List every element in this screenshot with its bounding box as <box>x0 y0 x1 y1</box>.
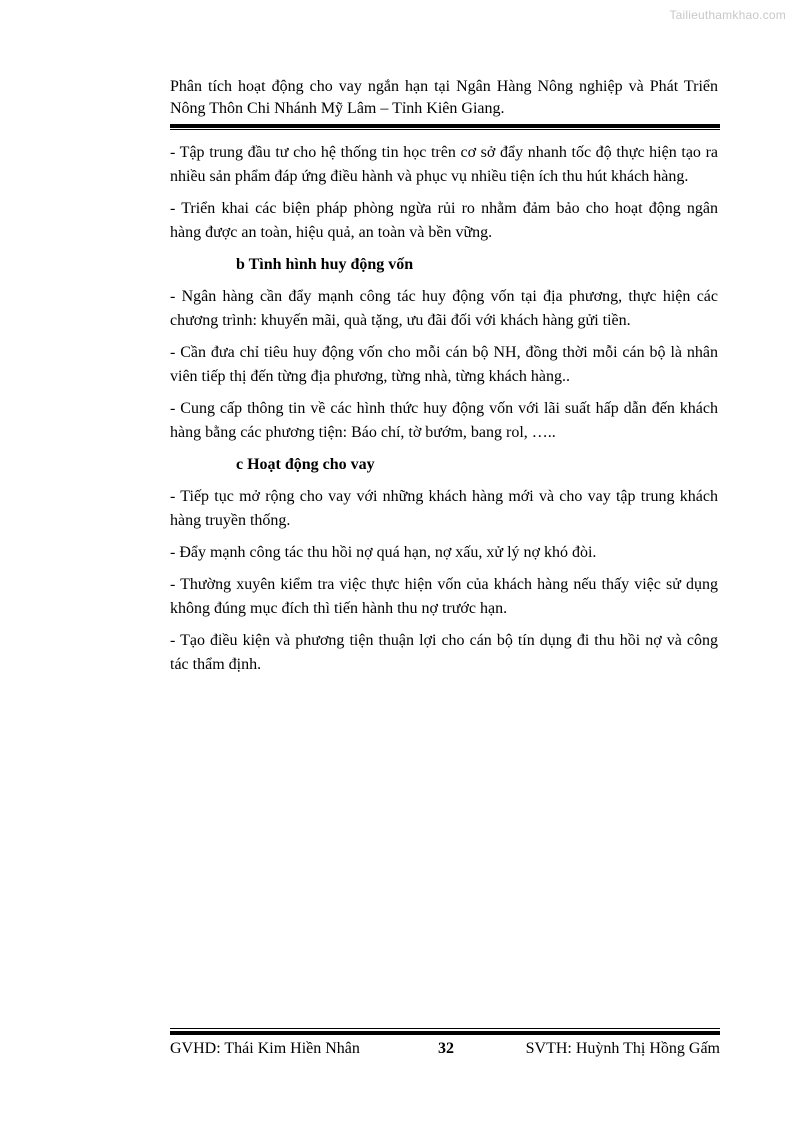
body-paragraph: - Thường xuyên kiểm tra việc thực hiện vốn của khách hàng nếu thấy việc sử dụng không đúng mục đích thì tiến hành thu nợ trước hạn. <box>170 576 718 617</box>
footer-rule-thick <box>170 1031 720 1035</box>
body-paragraph: - Tập trung đầu tư cho hệ thống tin học trên cơ sở đẩy nhanh tốc độ thực hiện tạo ra nhiều sản phẩm đáp ứng điều hành và phục vụ nhiều tiện ích thu hút khách hàng. <box>170 144 718 185</box>
body-paragraph: - Triển khai các biện pháp phòng ngừa rủi ro nhằm đảm bảo cho hoạt động ngân hàng được an toàn, hiệu quả, an toàn và bền vững. <box>170 200 718 241</box>
page-footer <box>170 1038 720 1060</box>
body-paragraph: - Cần đưa chỉ tiêu huy động vốn cho mỗi cán bộ NH, đồng thời mỗi cán bộ là nhân viên tiếp thị đến từng địa phương, từng nhà, từng khách hàng.. <box>170 344 718 385</box>
footer-advisor: GVHD: Thái Kim Hiền Nhân <box>170 1040 360 1057</box>
watermark-text: Tailieuthamkhao.com <box>669 8 786 22</box>
body-paragraph: - Đẩy mạnh công tác thu hồi nợ quá hạn, nợ xấu, xử lý nợ khó đòi. <box>170 544 597 561</box>
footer-rule-thin <box>170 1028 720 1029</box>
section-heading-b: b Tình hình huy động vốn <box>236 256 414 273</box>
document-body <box>170 141 718 685</box>
header-rule-thin <box>170 129 720 130</box>
body-paragraph: - Ngân hàng cần đẩy mạnh công tác huy động vốn tại địa phương, thực hiện các chương trình: khuyến mãi, quà tặng, ưu đãi đối với khách hàng gửi tiền. <box>170 288 718 329</box>
page-header-title: Phân tích hoạt động cho vay ngắn hạn tại Ngân Hàng Nông nghiệp và Phát Triển Nông Thôn Chi Nhánh Mỹ Lâm – Tỉnh Kiên Giang. <box>170 78 718 117</box>
body-paragraph: - Tạo điều kiện và phương tiện thuận lợi cho cán bộ tín dụng đi thu hồi nợ và công tác thẩm định. <box>170 632 718 673</box>
header-rule-thick <box>170 124 720 128</box>
section-heading-c: c Hoạt động cho vay <box>236 456 375 473</box>
footer-student: SVTH: Huỳnh Thị Hồng Gấm <box>525 1040 720 1057</box>
body-paragraph: - Cung cấp thông tin về các hình thức huy động vốn với lãi suất hấp dẫn đến khách hàng bằng các phương tiện: Báo chí, tờ bướm, bang rol, ….. <box>170 400 718 441</box>
page-number: 32 <box>438 1040 454 1057</box>
body-paragraph: - Tiếp tục mở rộng cho vay với những khách hàng mới và cho vay tập trung khách hàng truyền thống. <box>170 488 718 529</box>
